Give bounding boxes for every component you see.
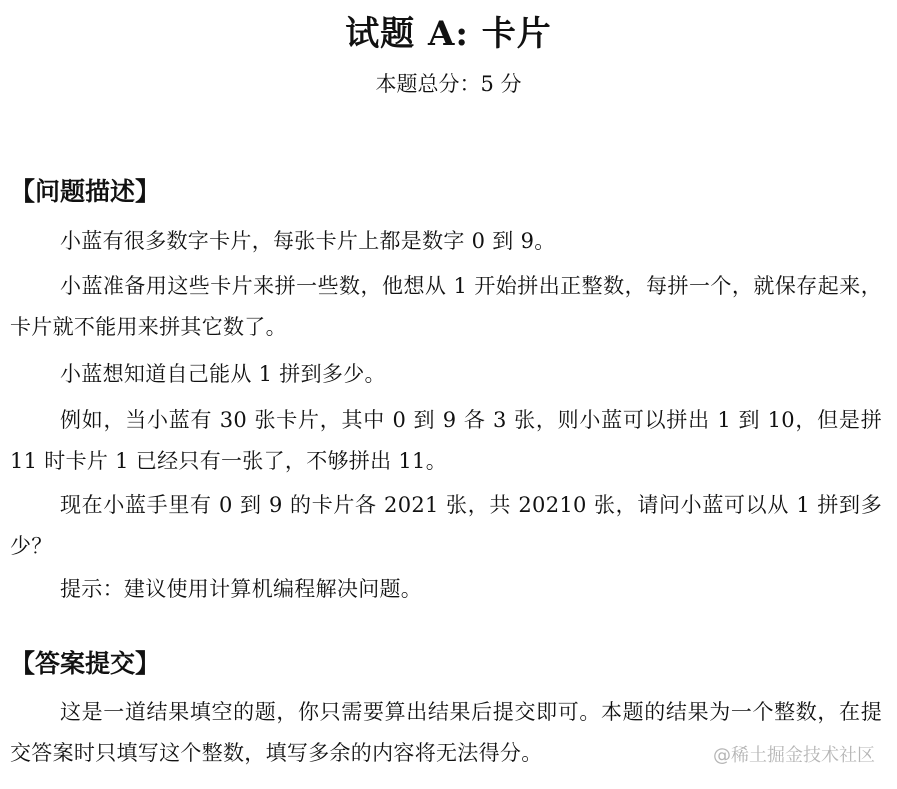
problem-description-heading: 【问题描述】 <box>10 177 161 206</box>
problem-paragraph-1: 小蓝有很多数字卡片，每张卡片上都是数字 0 到 9。 <box>60 229 556 253</box>
problem-title: 试题 A: 卡片 <box>345 14 552 54</box>
problem-paragraph-6: 提示：建议使用计算机编程解决问题。 <box>60 577 423 601</box>
problem-paragraph-3: 小蓝想知道自己能从 1 拼到多少。 <box>60 362 386 386</box>
problem-paragraph-4: 例如，当小蓝有 30 张卡片，其中 0 到 9 各 3 张，则小蓝可以拼出 1 到 10，但是拼 11 时卡片 1 已经只有一张了，不够拼出 11。 <box>10 408 882 473</box>
problem-score: 本题总分：5 分 <box>375 72 522 96</box>
answer-paragraph-1: 这是一道结果填空的题，你只需要算出结果后提交即可。本题的结果为一个整数，在提交答案时只填写这个整数，填写多余的内容将无法得分。 <box>10 700 882 765</box>
watermark: @稀土掘金技术社区 <box>713 745 875 766</box>
problem-paragraph-2: 小蓝准备用这些卡片来拼一些数，他想从 1 开始拼出正整数，每拼一个，就保存起来，卡片就不能用来拼其它数了。 <box>10 274 882 339</box>
answer-submission-heading: 【答案提交】 <box>10 649 161 678</box>
problem-paragraph-5: 现在小蓝手里有 0 到 9 的卡片各 2021 张，共 20210 张，请问小蓝可以从 1 拼到多少？ <box>10 493 882 558</box>
